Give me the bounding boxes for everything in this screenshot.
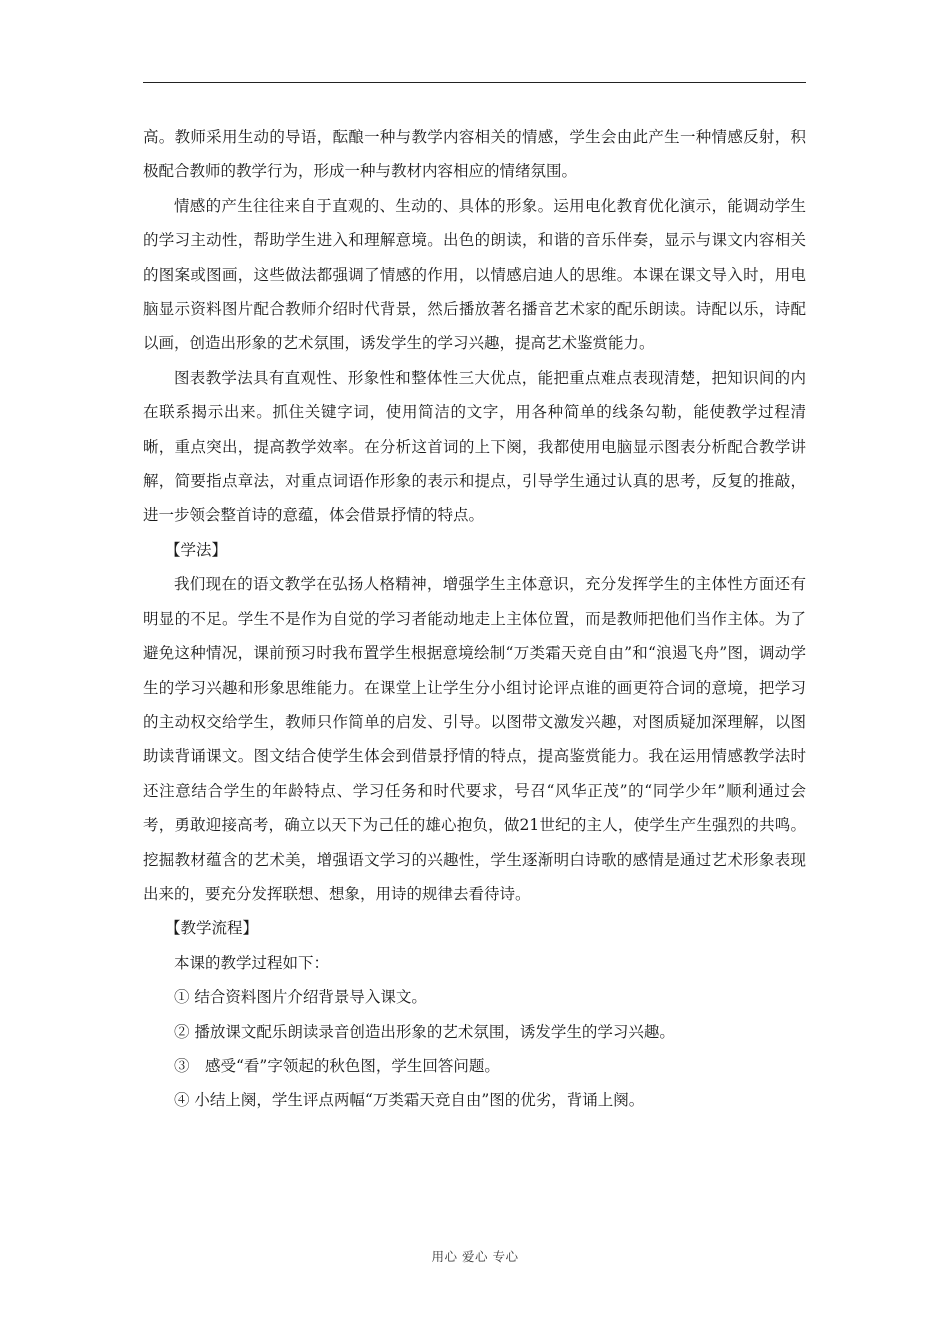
process-step-3: ③ 感受“看”字领起的秋色图，学生回答问题。: [174, 1056, 500, 1075]
process-step-1: ① 结合资料图片介绍背景导入课文。: [174, 988, 427, 1007]
section-heading-process: 【教学流程】: [165, 919, 259, 938]
paragraph-process-intro: 本课的教学过程如下：: [174, 953, 330, 972]
section-heading-xuefa: 【学法】: [165, 540, 228, 559]
paragraph-intro-continuation: 高。教师采用生动的导语，酝酿一种与教学内容相关的情感，学生会由此产生一种情感反射，积极配合教师的教学行为，形成一种与教材内容相应的情绪氛围。: [143, 128, 806, 181]
header-rule: [143, 82, 806, 83]
paragraph-chart-method: 图表教学法具有直观性、形象性和整体性三大优点，能把重点难点表现清楚，把知识间的内在联系揭示出来。抓住关键字词，使用简洁的文字，用各种简单的线条勾勒，能使教学过程清晰，重点突出，提高教学效率。在分析这首词的上下阕，我都使用电脑显示图表分析配合教学讲解，简要指点章法，对重点词语作形象的表示和提点，引导学生通过认真的思考，反复的推敲，进一步领会整首诗的意蕴，体会借景抒情的特点。: [143, 368, 806, 525]
process-step-2: ② 播放课文配乐朗读录音创造出形象的艺术氛围，诱发学生的学习兴趣。: [174, 1022, 675, 1041]
document-body: [143, 120, 806, 1118]
page-footer: 用心 爱心 专心: [431, 1249, 519, 1264]
paragraph-learning-method: 我们现在的语文教学在弘扬人格精神，增强学生主体意识，充分发挥学生的主体性方面还有明显的不足。学生不是作为自觉的学习者能动地走上主体位置，而是教师把他们当作主体。为了避免这种情况，课前预习时我布置学生根据意境绘制“万类霜天竞自由”和“浪遏飞舟”图，调动学生的学习兴趣和形象思维能力。在课堂上让学生分小组讨论评点谁的画更符合词的意境，把学习的主动权交给学生，教师只作简单的启发、引导。以图带文激发兴趣，对图质疑加深理解，以图助读背诵课文。图文结合使学生体会到借景抒情的特点，提高鉴赏能力。我在运用情感教学法时还注意结合学生的年龄特点、学习任务和时代要求，号召“风华正茂”的“同学少年”顺利通过会考，勇敢迎接高考，确立以天下为己任的雄心抱负，做21世纪的主人，使学生产生强烈的共鸣。挖掘教材蕴含的艺术美，增强语文学习的兴趣性，学生逐渐明白诗歌的感情是通过艺术形象表现出来的，要充分发挥联想、想象，用诗的规律去看待诗。: [143, 575, 806, 903]
process-step-4: ④ 小结上阕，学生评点两幅“万类霜天竞自由”图的优劣，背诵上阕。: [174, 1091, 645, 1110]
paragraph-emotion-media: 情感的产生往往来自于直观的、生动的、具体的形象。运用电化教育优化演示，能调动学生的学习主动性，帮助学生进入和理解意境。出色的朗读，和谐的音乐伴奏，显示与课文内容相关的图案或图画，这些做法都强调了情感的作用，以情感启迪人的思维。本课在课文导入时，用电脑显示资料图片配合教师介绍时代背景，然后播放著名播音艺术家的配乐朗读。诗配以乐，诗配以画，创造出形象的艺术氛围，诱发学生的学习兴趣，提高艺术鉴赏能力。: [143, 196, 806, 353]
